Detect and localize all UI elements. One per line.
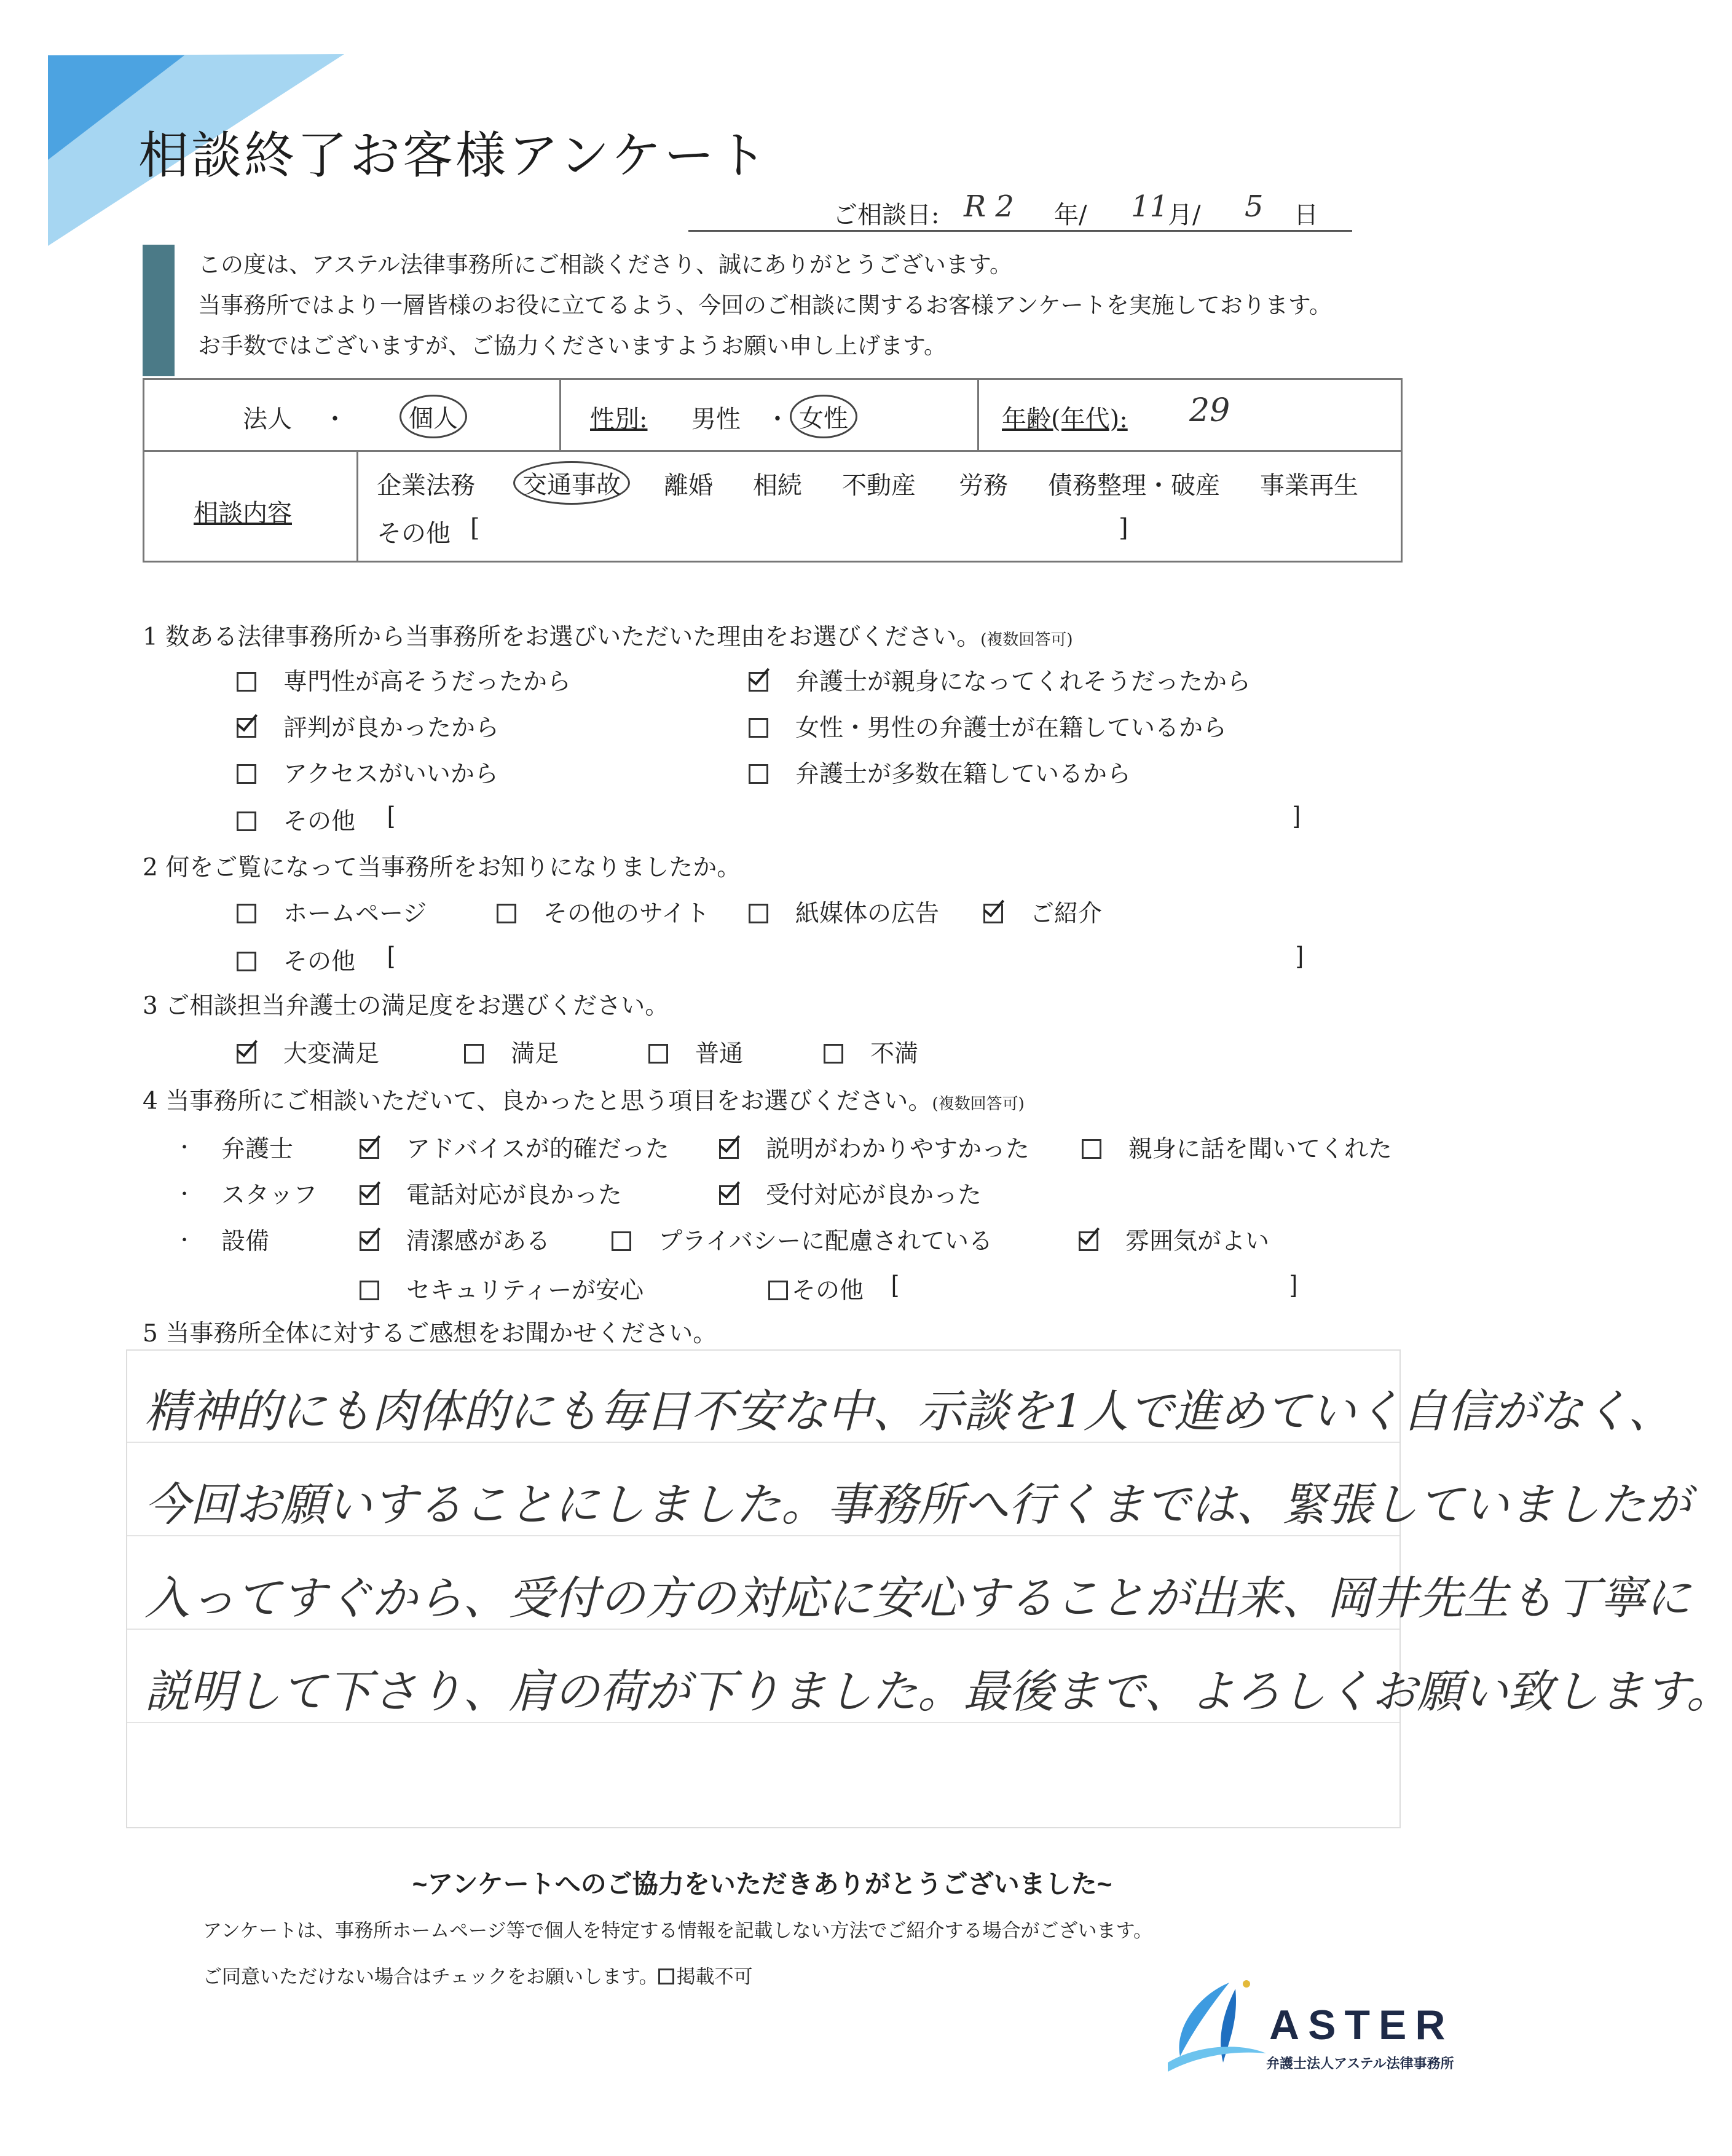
comment-line-4: 説明して下さり、肩の荷が下りました。最後まで、よろしくお願い致します。 (144, 1665, 1732, 1718)
q4-lawyer-label: 弁護士 (221, 1136, 294, 1163)
category-business-rehab: 事業再生 (1260, 472, 1358, 500)
q2-option-homepage[interactable]: ホームページ (237, 894, 427, 929)
q1-other-bracket-open: [ (387, 802, 394, 829)
bullet: ・ (175, 1184, 194, 1206)
checkbox-checked[interactable] (360, 1139, 379, 1159)
q1-option-many-lawyers[interactable]: 弁護士が多数在籍しているから (749, 755, 1131, 789)
q1-option-reputation[interactable]: 評判が良かったから (237, 709, 499, 743)
intro-accent-bar (143, 245, 175, 376)
category-real-estate: 不動産 (842, 472, 916, 500)
q1-option-other[interactable]: その他 (237, 802, 355, 837)
q2-other-bracket-open: [ (387, 942, 394, 969)
q4-option-security[interactable]: セキュリティーが安心 (360, 1271, 644, 1306)
q2-title: 2 何をご覧になって当事務所をお知りになりましたか。 (143, 854, 741, 882)
checkbox-checked[interactable] (237, 1044, 256, 1064)
category-traffic-accident-circled: 交通事故 (513, 461, 630, 505)
q1-option-gender-lawyers[interactable]: 女性・男性の弁護士が在籍しているから (749, 709, 1227, 743)
consultation-date (688, 184, 1352, 232)
q1-option-expertise[interactable]: 専門性が高そうだったから (237, 663, 571, 697)
checkbox[interactable] (237, 764, 256, 784)
checkbox[interactable] (648, 1044, 668, 1064)
q1-title-text: 1 数ある法律事務所から当事務所をお選びいただいた理由をお選びください。 (143, 623, 981, 651)
intro-line-3: お手数ではございますが、ご協力くださいますようお願い申し上げます。 (198, 333, 947, 359)
q4-option-reception[interactable]: 受付対応が良かった (719, 1176, 982, 1210)
female-option-circled: 女性 (790, 395, 857, 438)
publication-note: アンケートは、事務所ホームページ等で個人を特定する情報を記載しない方法でご紹介する場合がございます。 (203, 1920, 1153, 1941)
q2-option-referral[interactable]: ご紹介 (983, 894, 1102, 929)
q1-title (143, 618, 1073, 652)
logo-text: ASTER (1269, 2002, 1454, 2048)
q4-other-bracket-open: [ (891, 1271, 898, 1298)
checkbox[interactable] (237, 672, 256, 692)
checkbox[interactable] (749, 904, 768, 923)
category-other: その他 (377, 519, 451, 548)
no-publish-checkbox[interactable] (658, 1968, 674, 1984)
corp-option: 法人 (243, 405, 292, 433)
q3-option-unsatisfied[interactable]: 不満 (824, 1035, 918, 1069)
bullet: ・ (175, 1230, 194, 1252)
aster-logo-icon (1155, 1970, 1272, 2078)
q4-other-bracket-close: ] (1291, 1271, 1297, 1298)
q2-option-other[interactable]: その他 (237, 942, 355, 977)
date-year-unit: 年/ (1054, 201, 1087, 229)
intro-text (198, 245, 1427, 366)
category-labor: 労務 (959, 472, 1008, 500)
date-month: 11 (1131, 189, 1169, 224)
date-label: ご相談日: (833, 201, 940, 229)
q3-option-normal[interactable]: 普通 (648, 1035, 743, 1069)
date-era: R 2 (964, 189, 1014, 224)
comment-box[interactable] (126, 1349, 1732, 1828)
checkbox-checked[interactable] (360, 1185, 379, 1205)
comment-line-2: 今回お願いすることにしました。事務所へ行くまでは、緊張していましたが (144, 1479, 1691, 1531)
q4-option-other[interactable]: その他 (768, 1271, 864, 1306)
checkbox[interactable] (1082, 1139, 1101, 1159)
comment-line-1: 精神的にも肉体的にも毎日不安な中、示談を1人で進めていく自信がなく、 (144, 1385, 1674, 1438)
checkbox[interactable] (497, 904, 516, 923)
checkbox[interactable] (360, 1281, 379, 1300)
checkbox[interactable] (749, 718, 768, 738)
intro-line-1: この度は、アステル法律事務所にご相談くださり、誠にありがとうございます。 (198, 251, 1012, 278)
q4-option-explanation[interactable]: 説明がわかりやすかった (719, 1130, 1029, 1164)
checkbox[interactable] (768, 1281, 788, 1300)
category-corporate: 企業法務 (377, 472, 475, 500)
checkbox-checked[interactable] (983, 904, 1003, 923)
profile-table (143, 378, 1403, 563)
checkbox-checked[interactable] (1079, 1231, 1098, 1251)
category-divorce: 離婚 (664, 472, 713, 500)
checkbox[interactable] (237, 811, 256, 831)
consent-note: ご同意いただけない場合はチェックをお願いします。 掲載不可 (203, 1966, 753, 1988)
checkbox[interactable] (824, 1044, 843, 1064)
checkbox-checked[interactable] (237, 718, 256, 738)
date-month-unit: 月/ (1168, 201, 1201, 229)
checkbox[interactable] (237, 904, 256, 923)
q1-other-bracket-close: ] (1294, 802, 1301, 829)
q4-facility-label: 設備 (221, 1228, 270, 1255)
category-inheritance: 相続 (753, 472, 802, 500)
q3-option-satisfied[interactable]: 満足 (464, 1035, 559, 1069)
q4-option-atmosphere[interactable]: 雰囲気がよい (1079, 1222, 1269, 1257)
separator-dot-2: ・ (765, 405, 790, 433)
checkbox[interactable] (612, 1231, 631, 1251)
q4-option-phone[interactable]: 電話対応が良かった (360, 1176, 622, 1210)
q4-option-clean[interactable]: 清潔感がある (360, 1222, 550, 1257)
q2-other-bracket-close: ] (1297, 942, 1304, 969)
q4-option-listened[interactable]: 親身に話を聞いてくれた (1082, 1130, 1392, 1164)
q4-staff-label: スタッフ (221, 1182, 318, 1209)
q4-title-text: 4 当事務所にご相談いただいて、良かったと思う項目をお選びください。 (143, 1088, 932, 1115)
separator-dot: ・ (323, 405, 347, 433)
checkbox[interactable] (237, 952, 256, 971)
q1-option-access[interactable]: アクセスがいいから (237, 755, 498, 789)
individual-option-circled: 個人 (400, 395, 467, 438)
q3-title: 3 ご相談担当弁護士の満足度をお選びください。 (143, 992, 669, 1020)
page-title: 相談終了お客様アンケート (138, 127, 770, 185)
date-day-unit: 日 (1294, 201, 1318, 229)
q3-option-very-satisfied[interactable]: 大変満足 (237, 1035, 379, 1069)
gender-label: 性別: (590, 405, 648, 433)
checkbox-checked[interactable] (360, 1231, 379, 1251)
male-option: 男性 (691, 405, 741, 433)
q5-title: 5 当事務所全体に対するご感想をお聞かせください。 (143, 1320, 717, 1348)
q1-option-caring-lawyer[interactable]: 弁護士が親身になってくれそうだったから (749, 663, 1251, 697)
checkbox[interactable] (464, 1044, 484, 1064)
q2-option-print-ad[interactable]: 紙媒体の広告 (749, 894, 939, 929)
age-value: 29 (1189, 392, 1230, 429)
consultation-content-label: 相談内容 (194, 499, 292, 527)
date-day: 5 (1245, 189, 1264, 224)
other-bracket-open: [ (470, 514, 480, 542)
q4-note: (複数回答可) (932, 1095, 1025, 1113)
checkbox-checked[interactable] (749, 672, 768, 692)
q4-title (143, 1082, 1025, 1116)
q4-option-advice[interactable]: アドバイスが的確だった (360, 1130, 669, 1164)
category-debt: 債務整理・破産 (1048, 472, 1220, 500)
checkbox-checked[interactable] (719, 1185, 739, 1205)
intro-line-2: 当事務所ではより一層皆様のお役に立てるよう、今回のご相談に関するお客様アンケートを実施しております。 (198, 292, 1332, 318)
q2-option-other-site[interactable]: その他のサイト (497, 894, 709, 929)
logo-subtitle: 弁護士法人アステル法律事務所 (1266, 2056, 1454, 2071)
checkbox[interactable] (749, 764, 768, 784)
q4-option-privacy[interactable]: プライバシーに配慮されている (612, 1222, 993, 1257)
q1-note: (複数回答可) (980, 631, 1073, 649)
thanks-message: ~アンケートへのご協力をいただきありがとうございました~ (412, 1870, 1112, 1898)
bullet: ・ (175, 1137, 194, 1159)
other-bracket-close: ] (1119, 514, 1128, 542)
checkbox-checked[interactable] (719, 1139, 739, 1159)
age-label: 年齢(年代): (1002, 405, 1128, 433)
comment-line-3: 入ってすぐから、受付の方の対応に安心することが出来、岡井先生も丁寧に (144, 1572, 1691, 1625)
